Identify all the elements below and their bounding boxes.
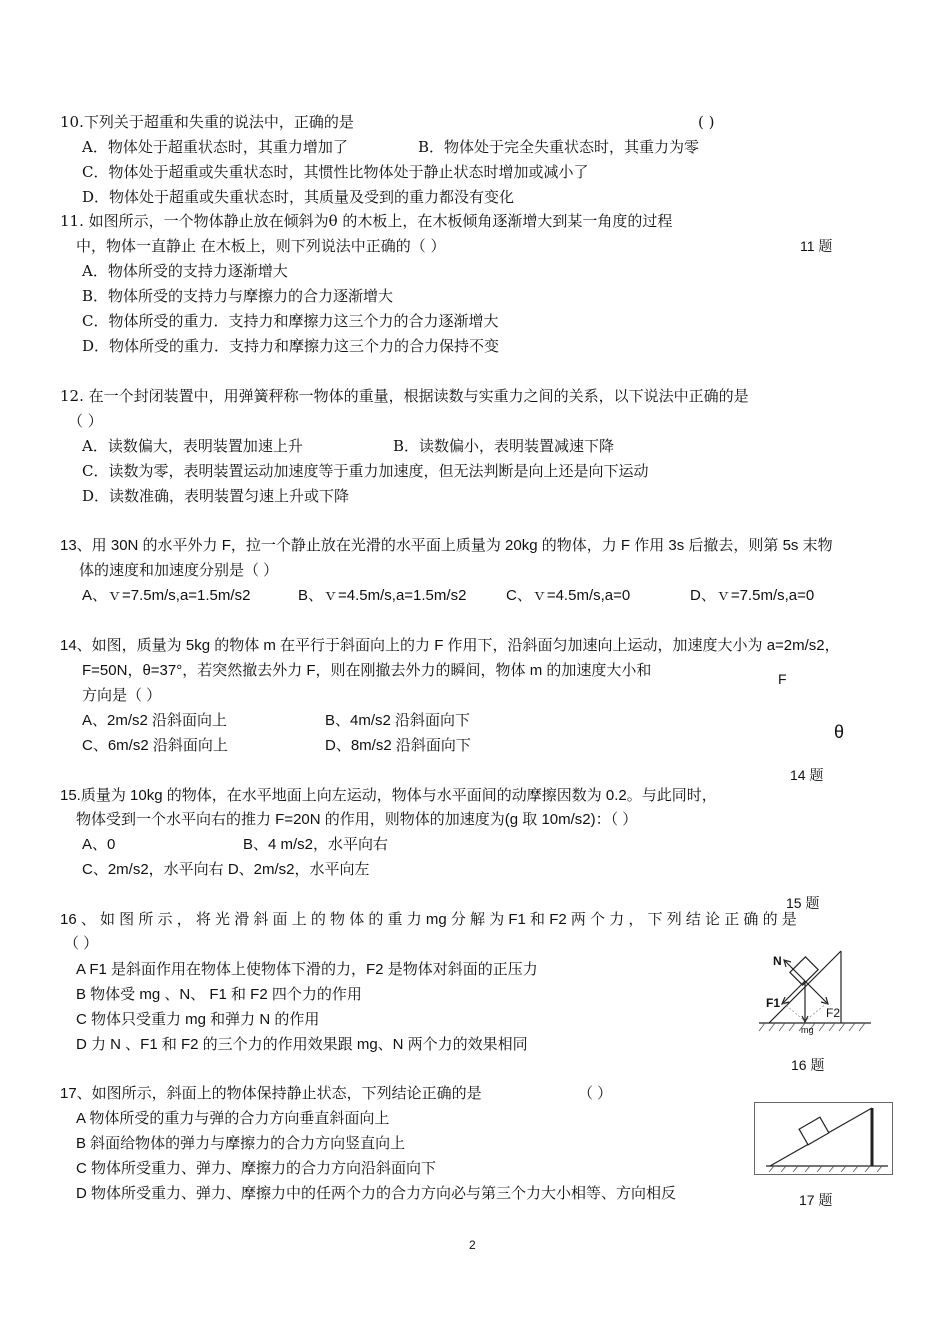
- q13-option-c: C、ｖ=4.5m/s,a=0: [506, 587, 631, 604]
- q16-stem-line1: 16 、 如 图 所 示 ， 将 光 滑 斜 面 上 的 物 体 的 重 力 mg 分 解 为 F1 和 F2 两 个 力 ， 下 列 结 论 正 确 的 是: [60, 911, 797, 928]
- q16-figure-f2-label: F2: [826, 1006, 841, 1020]
- q16-figure-label: 16 题: [791, 1057, 825, 1073]
- q16-option-a: A F1 是斜面作用在物体上使物体下滑的力，F2 是物体对斜面的正压力: [76, 961, 538, 978]
- q10-option-d: D．物体处于超重或失重状态时，其质量及受到的重力都没有变化: [82, 188, 515, 206]
- q16-stem-line2: （ ）: [64, 935, 99, 952]
- q11-stem-line1: 11. 如图所示，一个物体静止放在倾斜为θ 的木板上，在木板倾角逐渐增大到某一角度的过程: [60, 212, 673, 230]
- q13-option-a: A、ｖ=7.5m/s,a=1.5m/s2: [82, 587, 251, 604]
- q17-incline-figure: [754, 1102, 894, 1176]
- q15-option-b: B、4 m/s2，水平向右: [243, 836, 389, 853]
- q15-option-cd: C、2m/s2，水平向右 D、2m/s2，水平向左: [82, 861, 370, 878]
- q12-option-d: D．读数准确，表明装置匀速上升或下降: [82, 487, 350, 505]
- q13-option-d: D、ｖ=7.5m/s,a=0: [690, 587, 815, 604]
- q16-option-d: D 力 N 、F1 和 F2 的三个力的作用效果跟 mg、N 两个力的效果相同: [76, 1036, 528, 1053]
- q15-figure-label: 15 题: [786, 895, 820, 911]
- q12-option-a: A．读数偏大，表明装置加速上升: [82, 437, 303, 455]
- q10-option-b: B．物体处于完全失重状态时，其重力为零: [418, 138, 700, 156]
- q17-figure-label: 17 题: [799, 1192, 833, 1208]
- q17-option-d: D 物体所受重力、弹力、摩擦力中的任两个力的合力方向必与第三个力大小相等、方向相反: [76, 1185, 677, 1202]
- f2-arrow: [805, 981, 827, 1003]
- q12-stem: 12. 在一个封闭装置中，用弹簧秤称一物体的重量，根据读数与实重力之间的关系，以下说法中正确的是: [60, 387, 749, 405]
- q14-figure-theta: θ: [834, 722, 845, 742]
- q17-option-c: C 物体所受重力、弹力、摩擦力的合力方向沿斜面向下: [76, 1160, 437, 1177]
- q14-option-a: A、2m/s2 沿斜面向上: [82, 712, 228, 729]
- q15-option-a: A、0: [82, 836, 116, 853]
- q14-figure-force-f: F: [778, 671, 787, 687]
- q10-answer-paren: ( ): [698, 113, 715, 131]
- q17-stem: 17、如图所示，斜面上的物体保持静止状态，下列结论正确的是: [60, 1085, 482, 1102]
- q10-option-c: C．物体处于超重或失重状态时，其惯性比物体处于静止状态时增加或减小了: [82, 163, 589, 181]
- q13-option-b: B、ｖ=4.5m/s,a=1.5m/s2: [298, 587, 467, 604]
- q11-figure-label: 11 题: [800, 238, 833, 254]
- q10-stem: 10.下列关于超重和失重的说法中，正确的是: [60, 113, 354, 131]
- q11-option-a: A．物体所受的支持力逐渐增大: [82, 262, 288, 280]
- q14-stem-line2: F=50N，θ=37°，若突然撤去外力 F，则在刚撤去外力的瞬间，物体 m 的加速度大小和: [82, 662, 652, 679]
- q16-option-b: B 物体受 mg 、N、 F1 和 F2 四个力的作用: [76, 986, 362, 1003]
- q17-option-b: B 斜面给物体的弹力与摩擦力的合力方向竖直向上: [76, 1135, 406, 1152]
- q17-answer-paren: （ ）: [578, 1085, 613, 1102]
- q10-option-a: A．物体处于超重状态时，其重力增加了: [82, 138, 348, 156]
- q12-answer-paren: （ ）: [68, 412, 103, 430]
- q12-option-c: C．读数为零，表明装置运动加速度等于重力加速度，但无法判断是向上还是向下运动: [82, 462, 649, 480]
- q16-figure-n-label: N: [773, 954, 782, 968]
- q16-figure-mg-label: mg: [801, 1025, 814, 1035]
- q14-option-b: B、4m/s2 沿斜面向下: [325, 712, 471, 729]
- q14-option-d: D、8m/s2 沿斜面向下: [325, 737, 471, 754]
- q17-option-a: A 物体所受的重力与弹的合力方向垂直斜面向上: [76, 1110, 390, 1127]
- page-number: 2: [469, 1238, 476, 1252]
- q13-stem-line2: 体的速度和加速度分别是（ ）: [79, 562, 279, 579]
- q11-stem-line2: 中，物体一直静止 在木板上，则下列说法中正确的（ ）: [76, 237, 446, 255]
- q13-stem-line1: 13、用 30N 的水平外力 F，拉一个静止放在光滑的水平面上质量为 20kg 的物体，力 F 作用 3s 后撤去，则第 5s 末物: [60, 537, 833, 554]
- q16-option-c: C 物体只受重力 mg 和弹力 N 的作用: [76, 1011, 320, 1028]
- q14-stem-line1: 14、如图，质量为 5kg 的物体 m 在平行于斜面向上的力 F 作用下，沿斜面匀加速向上运动，加速度大小为 a=2m/s2，: [60, 637, 840, 654]
- q14-stem-line3: 方向是（ ）: [82, 687, 162, 704]
- q14-option-c: C、6m/s2 沿斜面向上: [82, 737, 228, 754]
- q11-option-c: C．物体所受的重力．支持力和摩擦力这三个力的合力逐渐增大: [82, 312, 499, 330]
- q16-figure-f1-label: F1: [766, 996, 781, 1010]
- q15-stem-line1: 15.质量为 10kg 的物体，在水平地面上向左运动，物体与水平面间的动摩擦因数为 0.2。与此同时，: [60, 787, 717, 804]
- block: [790, 957, 818, 985]
- q15-stem-line2: 物体受到一个水平向右的推力 F=20N 的作用，则物体的加速度为(g 取 10m/s2)：（ ）: [76, 811, 638, 828]
- f1-arrow: [783, 981, 805, 1003]
- q14-figure-label: 14 题: [790, 767, 824, 783]
- q11-option-b: B．物体所受的支持力与摩擦力的合力逐渐增大: [82, 287, 394, 305]
- q12-option-b: B．读数偏小，表明装置减速下降: [393, 437, 615, 455]
- q11-option-d: D．物体所受的重力．支持力和摩擦力这三个力的合力保持不变: [82, 337, 500, 355]
